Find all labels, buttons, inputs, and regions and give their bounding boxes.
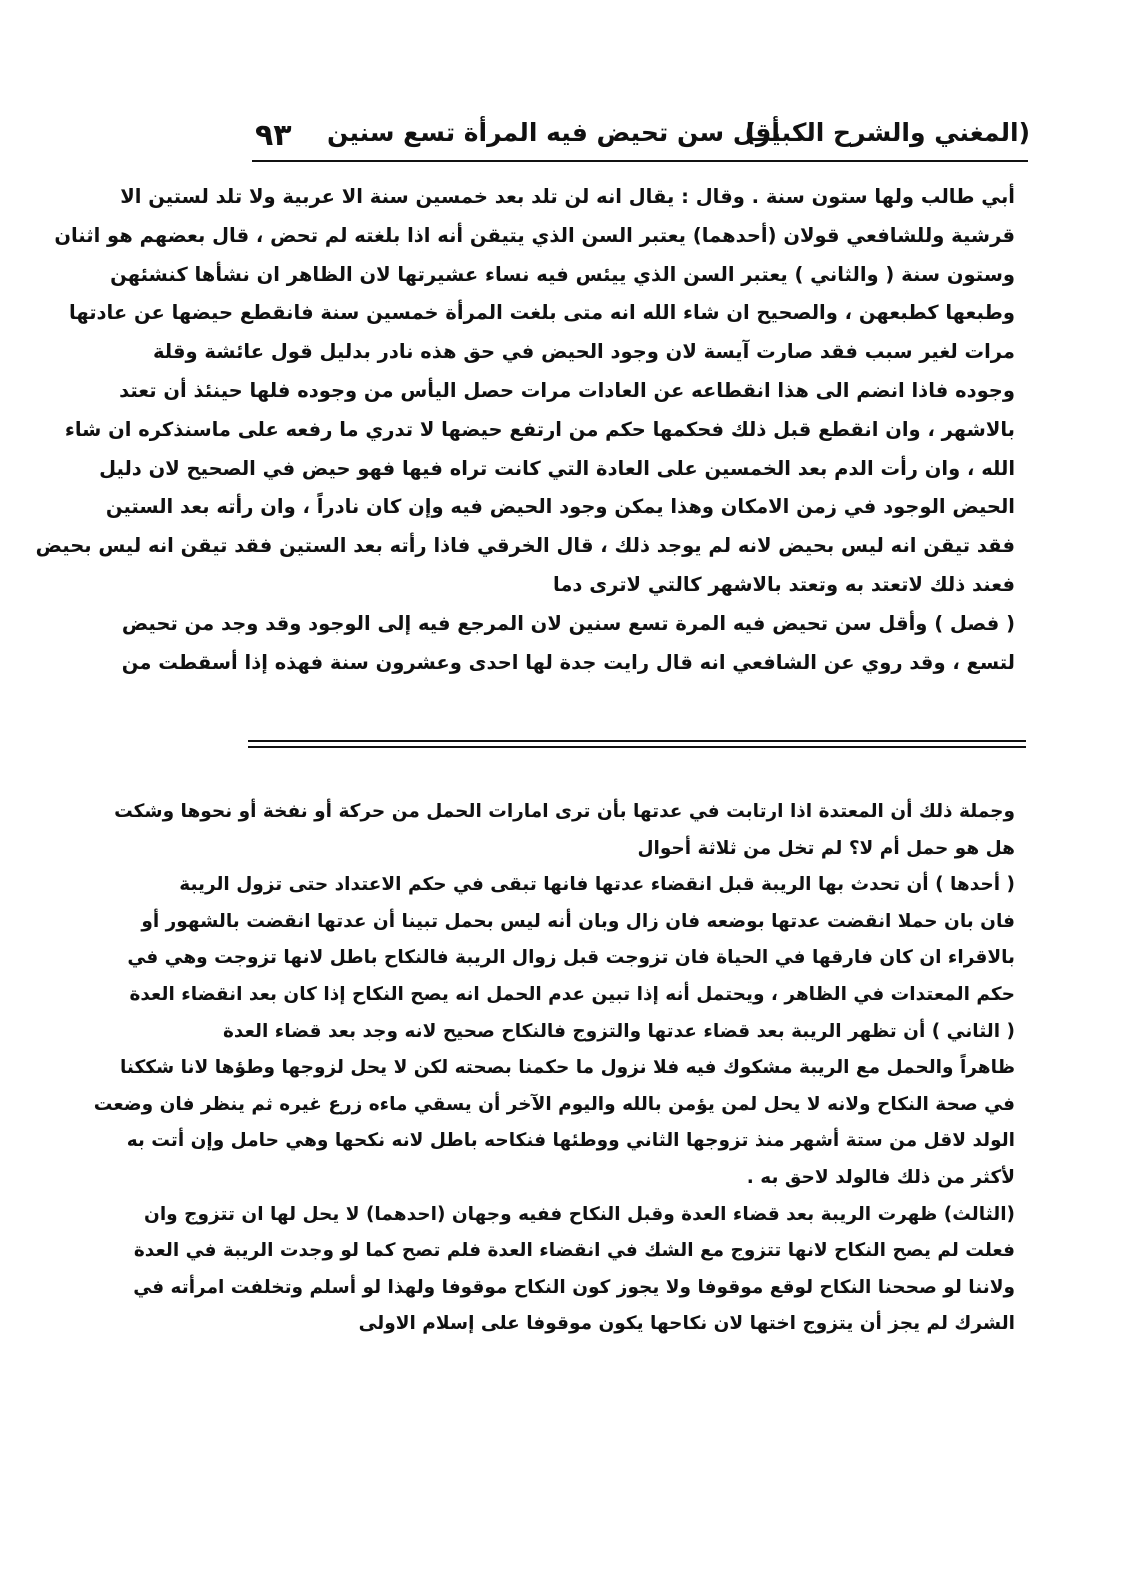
- chapter-title: أقل سن تحيض فيه المرأة تسع سنين: [326, 118, 780, 147]
- text-line: الحيض الوجود في زمن الامكان وهذا يمكن وجود الحيض فيه وإن كان نادراً ، وان رأته بعد الستين: [105, 495, 1015, 519]
- text-line: لتسع ، وقد روي عن الشافعي انه قال رايت جدة لها احدى وعشرون سنة فهذه إذا أسقطت من: [121, 650, 1015, 674]
- book-title: (المغني والشرح الكبير): [744, 118, 1030, 147]
- text-line: فعند ذلك لاتعتد به وتعتد بالاشهر كالتي لاترى دما: [553, 572, 1015, 596]
- text-line: ظاهراً والحمل مع الريبة مشكوك فيه فلا نزول ما حكمنا بصحته لكن لا يحل لزوجها وطؤها لانا شككنا: [119, 1057, 1015, 1079]
- text-line: لأكثر من ذلك فالولد لاحق به .: [746, 1166, 1015, 1188]
- text-line: وستون سنة ( والثاني ) يعتبر السن الذي ييئس فيه نساء عشيرتها لان الظاهر ان نشأها كنشئهن: [110, 262, 1015, 286]
- text-line: ( فصل ) وأقل سن تحيض فيه المرة تسع سنين لان المرجع فيه إلى الوجود وقد وجد من تحيض: [121, 611, 1015, 635]
- section-divider: [248, 740, 1026, 748]
- text-line: وجملة ذلك أن المعتدة اذا ارتابت في عدتها بأن ترى امارات الحمل من حركة أو نفخة أو نحوها وشكت: [114, 801, 1015, 822]
- text-line: في صحة النكاح ولانه لا يحل لمن يؤمن بالله واليوم الآخر أن يسقي ماءه زرع غيره ثم ينظر فان وضعت: [93, 1093, 1015, 1115]
- text-line: قرشية وللشافعي قولان (أحدهما) يعتبر السن الذي يتيقن أنه اذا بلغته لم تحض ، قال بعضهم هو اثنان: [54, 223, 1015, 247]
- running-header: [255, 118, 1030, 160]
- lower-text-block: [93, 794, 1015, 1343]
- text-line: بالاشهر ، وان انقطع قبل ذلك فحكمها حكم من ارتفع حيضها لا تدري ما رفعه على ماسنذكره ان شاء: [64, 417, 1015, 441]
- page-number: ٩٣: [255, 118, 292, 153]
- main-text-block: [35, 178, 1015, 682]
- text-line: هل هو حمل أم لا؟ لم تخل من ثلاثة أحوال: [637, 837, 1015, 859]
- text-line: مرات لغير سبب فقد صارت آيسة لان وجود الحيض في حق هذه نادر بدليل قول عائشة وقلة: [152, 340, 1015, 364]
- text-line: بالاقراء ان كان فارقها في الحياة فان تزوجت قبل زوال الريبة فالنكاح باطل لانها تزوجت وهي في: [127, 947, 1015, 969]
- text-line: وطبعها كطبعهن ، والصحيح ان شاء الله انه متى بلغت المرأة خمسين سنة فانقطع حيضها عن عادتها: [69, 301, 1015, 325]
- text-line: الولد لاقل من ستة أشهر منذ تزوجها الثاني ووطئها فنكاحه باطل لانه نكحها وهي حامل وإن أتت به: [126, 1130, 1015, 1152]
- text-line: فقد تيقن انه ليس بحيض لانه لم يوجد ذلك ، قال الخرقي فاذا رأته بعد الستين فقد تيقن انه ليس بحيض: [35, 534, 1015, 558]
- text-line: ولاننا لو صححنا النكاح لوقع موقوفا ولا يجوز كون النكاح موقوفا ولهذا لو أسلم وتخلفت امرأته في: [133, 1276, 1015, 1298]
- text-line: الله ، وان رأت الدم بعد الخمسين على العادة التي كانت تراه فيها فهو حيض في الصحيح لان دليل: [99, 456, 1015, 480]
- text-line: حكم المعتدات في الظاهر ، ويحتمل أنه إذا تبين عدم الحمل انه يصح النكاح إذا كان بعد انقضاء العدة: [129, 983, 1015, 1005]
- text-line: (الثالث) ظهرت الريبة بعد قضاء العدة وقبل النكاح ففيه وجهان (احدهما) لا يحل لها ان تتزوج وان: [144, 1203, 1015, 1225]
- header-divider: [252, 160, 1028, 162]
- text-line: ( أحدها ) أن تحدث بها الريبة قبل انقضاء عدتها فانها تبقى في حكم الاعتداد حتى تزول الريبة: [179, 874, 1015, 896]
- text-line: وجوده فاذا انضم الى هذا انقطاعه عن العادات مرات حصل اليأس من وجوده فلها حينئذ أن تعتد: [119, 378, 1015, 402]
- text-line: فان بان حملا انقضت عدتها بوضعه فان زال وبان أنه ليس بحمل تبينا أن عدتها انقضت بالشهور أو: [141, 910, 1015, 932]
- text-line: ( الثاني ) أن تظهر الريبة بعد قضاء عدتها والتزوج فالنكاح صحيح لانه وجد بعد قضاء العدة: [223, 1020, 1015, 1042]
- text-line: فعلت لم يصح النكاح لانها تتزوج مع الشك في انقضاء العدة فلم تصح كما لو وجدت الريبة في العدة: [133, 1240, 1015, 1262]
- text-line: أبي طالب ولها ستون سنة . وقال : يقال انه لن تلد بعد خمسين سنة الا عربية ولا تلد لستين الا: [120, 185, 1015, 208]
- text-line: الشرك لم يجز أن يتزوج اختها لان نكاحها يكون موقوفا على إسلام الاولى: [358, 1313, 1015, 1335]
